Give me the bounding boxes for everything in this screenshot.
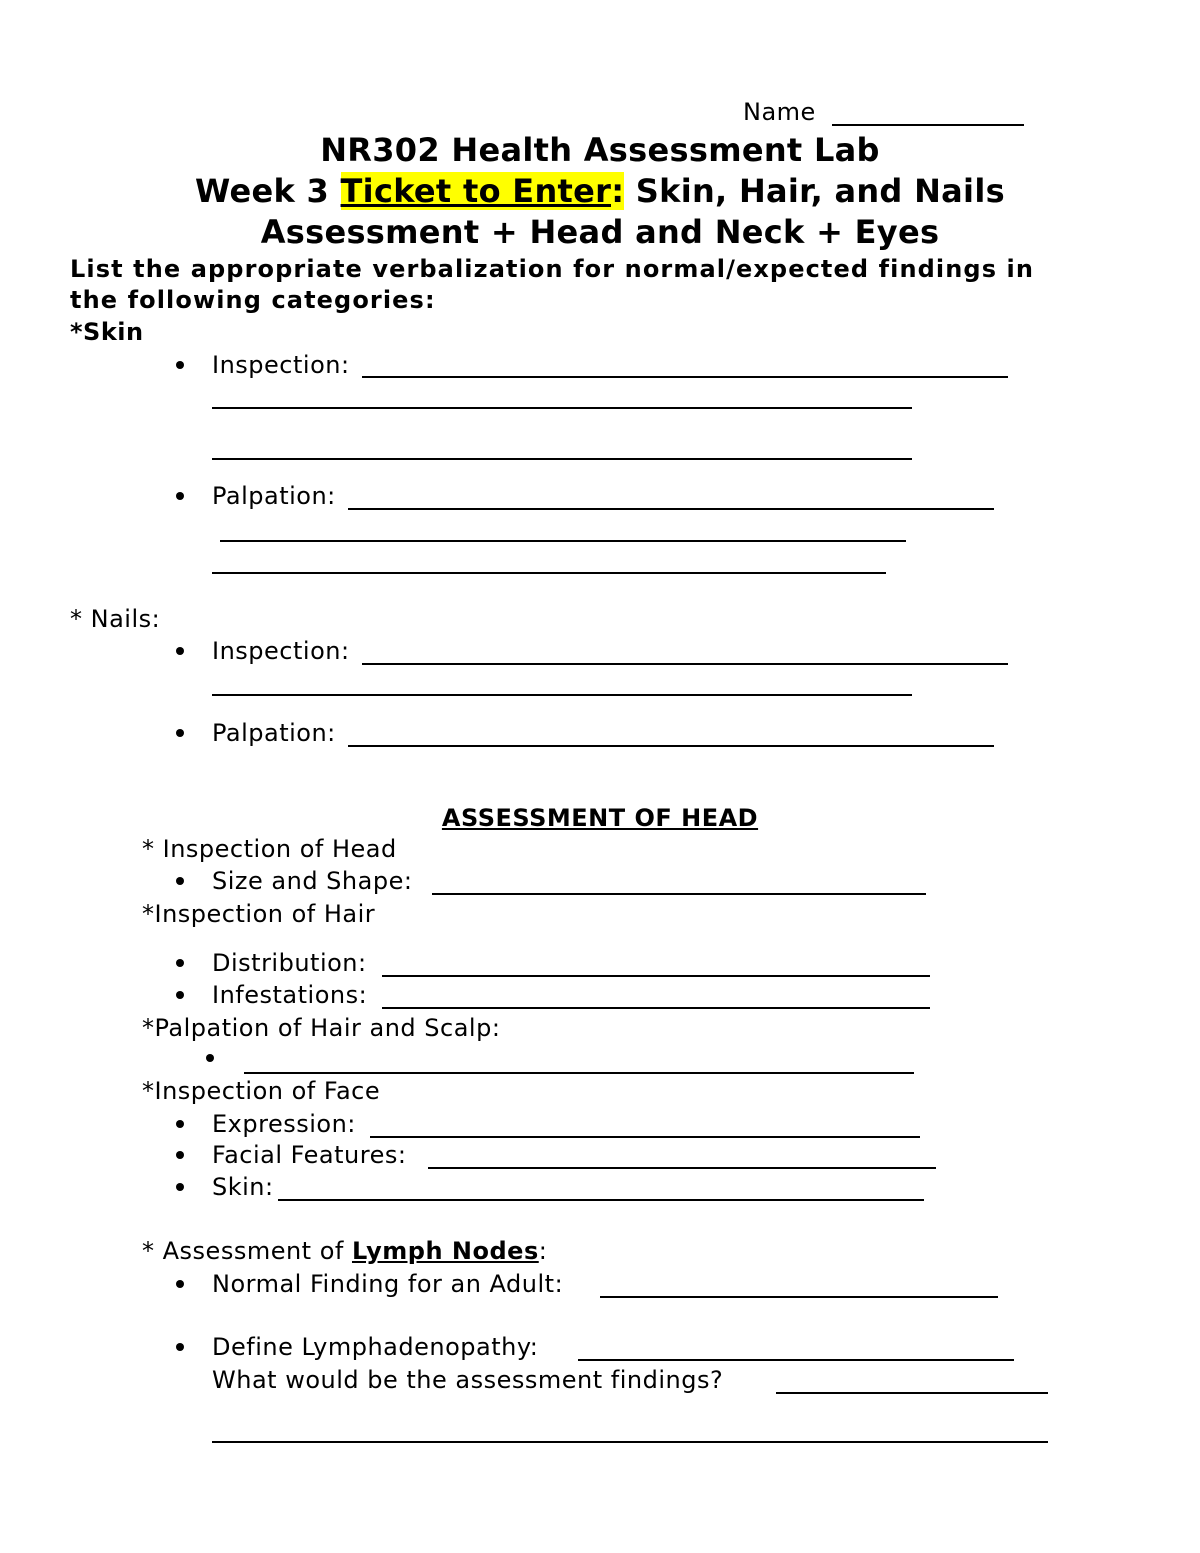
distribution-line[interactable]: [382, 975, 930, 977]
bullet-icon: [176, 1343, 184, 1351]
define-lymphadenopathy-label: Define Lymphadenopathy:: [212, 1333, 539, 1361]
nails-inspection-line-1[interactable]: [362, 663, 1008, 665]
infestations-label: Infestations:: [212, 981, 368, 1009]
skin-inspection-line-2[interactable]: [212, 407, 912, 409]
face-skin-label: Skin:: [212, 1173, 274, 1201]
bullet-icon: [176, 492, 184, 500]
inspection-of-face: *Inspection of Face: [142, 1077, 381, 1105]
nails-inspection-line-2[interactable]: [212, 694, 912, 696]
lymph-nodes-heading: [142, 1239, 547, 1263]
facial-features-line[interactable]: [428, 1167, 936, 1169]
expression-label: Expression:: [212, 1110, 356, 1138]
bullet-icon: [176, 647, 184, 655]
instructions-line2: the following categories:: [70, 286, 436, 314]
bullet-icon: [176, 1280, 184, 1288]
lymph-prefix: * Assessment of: [142, 1237, 352, 1265]
title-week: Week 3: [195, 172, 341, 210]
skin-palpation-line-2[interactable]: [220, 540, 906, 542]
nails-heading: * Nails:: [70, 605, 161, 633]
bullet-icon: [176, 1120, 184, 1128]
normal-finding-line[interactable]: [600, 1296, 998, 1298]
skin-palpation-line-3[interactable]: [212, 572, 886, 574]
nails-inspection-label: Inspection:: [212, 637, 350, 665]
bullet-icon: [176, 361, 184, 369]
infestations-line[interactable]: [382, 1007, 930, 1009]
inspection-of-head: * Inspection of Head: [142, 835, 397, 863]
page-title: NR302 Health Assessment Lab: [320, 131, 880, 169]
nails-palpation-line[interactable]: [348, 745, 994, 747]
name-field-line[interactable]: [832, 124, 1024, 126]
nails-palpation-label: Palpation:: [212, 719, 336, 747]
assessment-of-head-heading: ASSESSMENT OF HEAD: [441, 804, 759, 832]
skin-inspection-line-1[interactable]: [362, 376, 1008, 378]
skin-inspection-line-3[interactable]: [212, 458, 912, 460]
distribution-label: Distribution:: [212, 949, 367, 977]
page-title-line3: Assessment + Head and Neck + Eyes: [260, 213, 940, 251]
skin-palpation-line-1[interactable]: [348, 508, 994, 510]
lymph-suffix: :: [538, 1237, 548, 1265]
bullet-icon: [176, 959, 184, 967]
expression-line[interactable]: [370, 1136, 920, 1138]
define-lymphadenopathy-line[interactable]: [578, 1359, 1014, 1361]
assessment-findings-line-1[interactable]: [776, 1392, 1048, 1394]
instructions-line1: List the appropriate verbalization for normal/expected findings in: [70, 255, 1035, 283]
skin-heading: *Skin: [70, 318, 144, 346]
size-shape-line[interactable]: [432, 893, 926, 895]
palpation-hair-scalp: *Palpation of Hair and Scalp:: [142, 1014, 501, 1042]
page-subtitle: [0, 172, 1200, 210]
face-skin-line[interactable]: [278, 1199, 924, 1201]
bullet-icon: [176, 991, 184, 999]
name-label: Name: [743, 98, 816, 126]
bullet-icon: [176, 729, 184, 737]
assessment-findings-question: What would be the assessment findings?: [212, 1366, 724, 1394]
normal-finding-label: Normal Finding for an Adult:: [212, 1270, 564, 1298]
lymph-nodes-term: Lymph Nodes: [351, 1237, 539, 1265]
skin-inspection-label: Inspection:: [212, 351, 350, 379]
size-shape-label: Size and Shape:: [212, 867, 413, 895]
bullet-icon: [176, 1183, 184, 1191]
title-rest: Skin, Hair, and Nails: [624, 172, 1005, 210]
ticket-to-enter-highlight: Ticket to Enter: [340, 172, 612, 210]
title-colon: :: [611, 172, 625, 210]
bullet-icon: [206, 1054, 214, 1062]
assessment-findings-line-2[interactable]: [212, 1441, 1048, 1443]
facial-features-label: Facial Features:: [212, 1141, 407, 1169]
bullet-icon: [176, 877, 184, 885]
palpation-hair-scalp-line[interactable]: [244, 1072, 914, 1074]
inspection-of-hair: *Inspection of Hair: [142, 900, 376, 928]
bullet-icon: [176, 1151, 184, 1159]
skin-palpation-label: Palpation:: [212, 482, 336, 510]
